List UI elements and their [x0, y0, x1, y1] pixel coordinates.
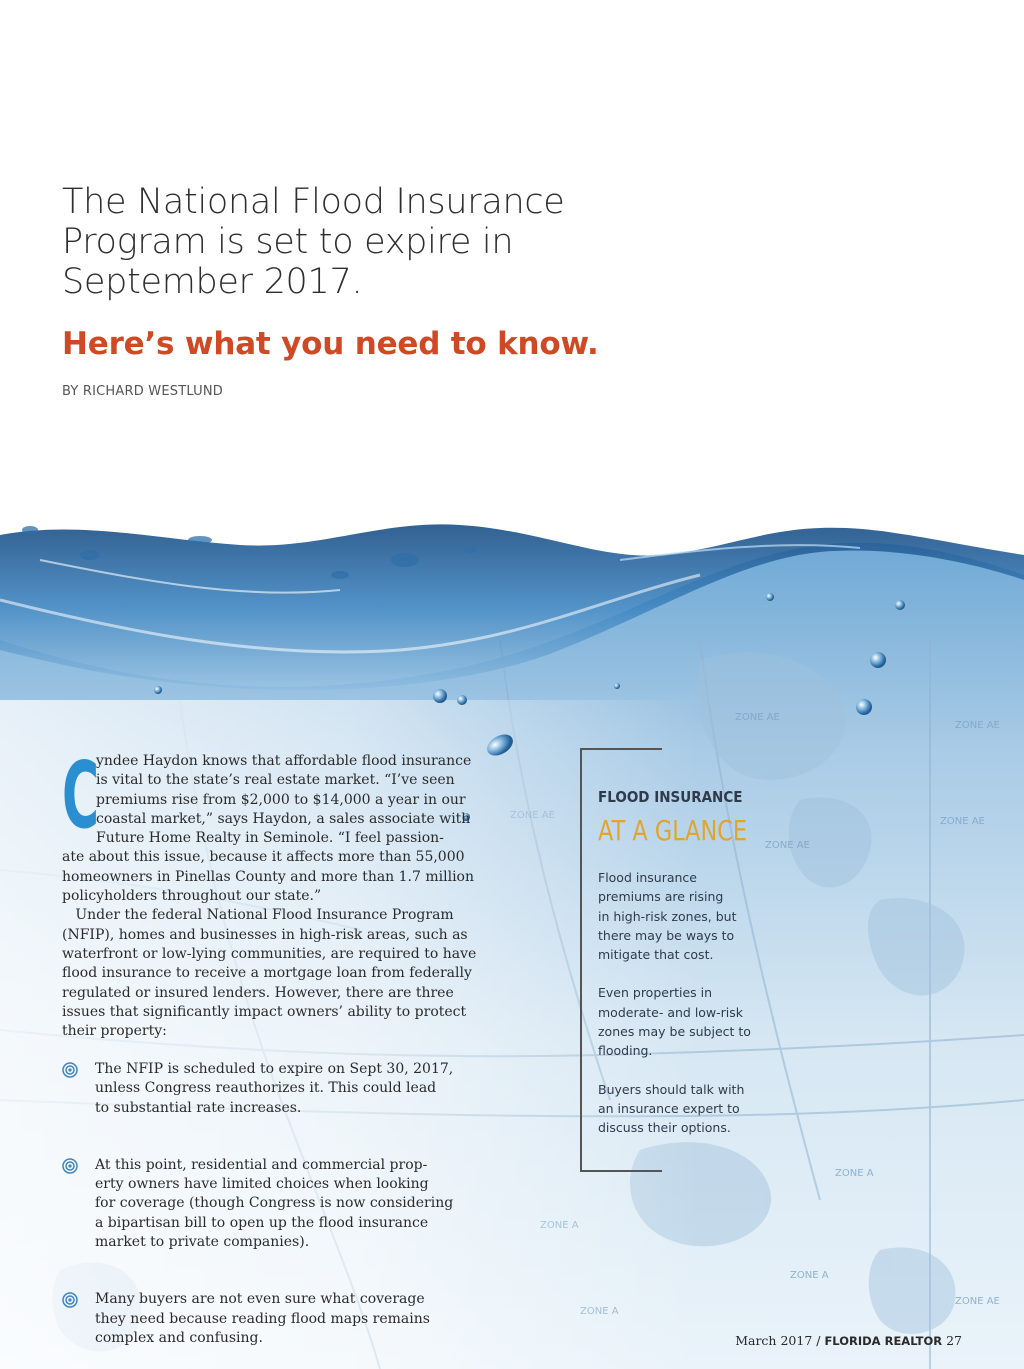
body-line: premiums rise from $2,000 to $14,000 a year in our — [96, 791, 466, 808]
sidebar-line: premiums are rising — [598, 889, 724, 905]
sidebar-line: there may be ways to — [598, 927, 735, 943]
bullet-line: they need because reading flood maps remains — [95, 1310, 430, 1327]
sidebar-bracket-top — [580, 748, 662, 768]
sidebar-line: moderate- and low-risk — [598, 1004, 744, 1020]
body-line: regulated or insured lenders. However, there are three — [62, 984, 454, 1001]
headline-line: The National Flood Insurance — [62, 182, 565, 222]
target-bullet-icon — [62, 1292, 78, 1308]
article-headline — [62, 182, 622, 302]
sidebar-rule — [580, 748, 582, 1172]
article-body — [62, 742, 477, 1041]
headline-line: Program is set to expire in — [62, 222, 514, 262]
map-zone-label: ZONE AE — [955, 1296, 1000, 1307]
body-line: their property: — [62, 1023, 167, 1040]
folio-page-number: 27 — [946, 1333, 962, 1348]
bullet-line: erty owners have limited choices when looking — [95, 1176, 429, 1193]
bullet-line: for coverage (though Congress is now considering — [95, 1195, 454, 1212]
sidebar-paragraphs — [598, 868, 773, 1157]
map-zone-label: ZONE AE — [955, 720, 1000, 731]
bullet-item — [62, 1290, 472, 1348]
headline-line: September 2017. — [62, 262, 363, 302]
bullet-item — [62, 1060, 472, 1118]
sidebar-line: Flood insurance — [598, 870, 697, 885]
map-zone-label: ZONE AE — [765, 840, 810, 851]
sidebar-line: in high-risk zones, but — [598, 908, 737, 924]
body-line: waterfront or low-lying communities, are required to have — [62, 945, 477, 962]
folio-magazine: FLORIDA REALTOR — [824, 1334, 943, 1348]
sidebar-paragraph — [598, 868, 773, 964]
body-line: is vital to the state’s real estate market. “I’ve seen — [96, 772, 455, 789]
page-folio — [735, 1333, 962, 1348]
body-line: Under the federal National Flood Insurance Program — [62, 907, 454, 924]
sidebar-title: FLOOD INSURANCE — [598, 788, 743, 806]
sidebar-line: flooding. — [598, 1043, 653, 1059]
sidebar-line: zones may be subject to — [598, 1024, 751, 1040]
drop-cap: C — [62, 742, 100, 849]
map-zone-label: ZONE AE — [735, 712, 780, 723]
bullet-line: At this point, residential and commercial prop- — [95, 1156, 428, 1173]
map-zone-label: ZONE A — [790, 1270, 829, 1281]
body-line: Future Home Realty in Seminole. “I feel passion- — [96, 830, 444, 847]
body-line: coastal market,” says Haydon, a sales associate with — [96, 810, 471, 827]
body-line: issues that significantly impact owners’ ability to protect — [62, 1003, 467, 1020]
sidebar-line: an insurance expert to — [598, 1100, 740, 1116]
sidebar-line: mitigate that cost. — [598, 947, 714, 963]
sidebar-line: discuss their options. — [598, 1120, 731, 1136]
sidebar-subtitle: AT A GLANCE — [598, 814, 748, 847]
body-line: ate about this issue, because it affects more than 55,000 — [62, 849, 465, 866]
bullet-line: a bipartisan bill to open up the flood insurance — [95, 1214, 429, 1231]
bullet-line: Many buyers are not even sure what coverage — [95, 1291, 425, 1308]
folio-date: March 2017 — [735, 1333, 813, 1348]
sidebar-paragraph — [598, 983, 773, 1060]
body-line: (NFIP), homes and businesses in high-risk areas, such as — [62, 926, 468, 943]
body-line: homeowners in Pinellas County and more than 1.7 million — [62, 868, 474, 885]
target-bullet-icon — [62, 1062, 78, 1078]
target-bullet-icon — [62, 1158, 78, 1174]
sidebar-paragraph — [598, 1080, 773, 1138]
body-line: policyholders throughout our state.” — [62, 888, 322, 905]
bullet-line: complex and confusing. — [95, 1329, 263, 1346]
map-zone-label: ZONE AE — [940, 816, 985, 827]
bullet-line: unless Congress reauthorizes it. This could lead — [95, 1080, 437, 1097]
body-line: yndee Haydon knows that affordable flood insurance — [96, 753, 472, 769]
at-a-glance-sidebar — [580, 748, 780, 1172]
bullet-line: market to private companies). — [95, 1234, 310, 1251]
body-line: flood insurance to receive a mortgage loan from federally — [62, 965, 472, 982]
sidebar-line: Buyers should talk with — [598, 1081, 745, 1097]
bullet-line: The NFIP is scheduled to expire on Sept 30, 2017, — [95, 1061, 454, 1077]
article-byline: BY RICHARD WESTLUND — [62, 384, 223, 399]
article-subhead: Here’s what you need to know. — [62, 326, 599, 362]
folio-separator: / — [812, 1333, 825, 1348]
bullet-item — [62, 1156, 472, 1252]
sidebar-line: Even properties in — [598, 985, 713, 1001]
bullet-line: to substantial rate increases. — [95, 1099, 302, 1116]
map-zone-label: ZONE A — [835, 1168, 874, 1179]
bullet-list — [62, 1060, 472, 1348]
